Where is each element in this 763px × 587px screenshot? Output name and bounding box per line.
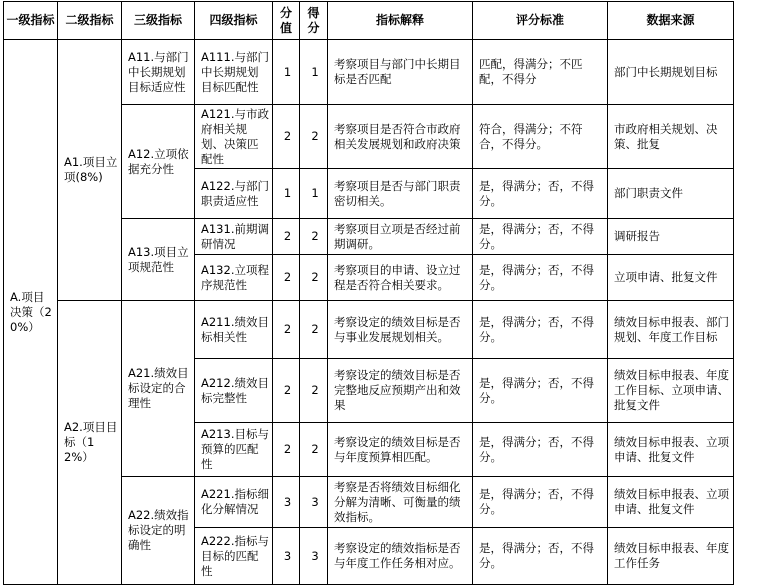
data-source-cell: 市政府相关规划、决策、批复 [608,105,734,169]
data-source-cell: 绩效目标申报表、立项申请、批复文件 [608,423,734,477]
data-source-cell: 立项申请、批复文件 [608,255,734,301]
score-cell: 2 [300,255,328,301]
score-cell: 1 [300,40,328,105]
header-row [4,2,734,40]
criteria-cell: 是，得满分；否，不得分。 [473,423,608,477]
score-cell: 2 [300,423,328,477]
table-row [4,40,734,105]
data-source-cell: 绩效目标申报表、年度工作任务 [608,528,734,585]
explanation-cell: 考察设定的绩效目标是否与年度预算相匹配。 [328,423,473,477]
level3-cell: A13.项目立项规范性 [122,219,195,301]
header-weight: 分值 [273,2,300,40]
level3-cell: A21.绩效目标设定的合理性 [122,301,195,477]
explanation-cell: 考察设定的绩效指标是否与年度工作任务相对应。 [328,528,473,585]
explanation-cell: 考察项目立项是否经过前期调研。 [328,219,473,255]
level4-cell: A121.与市政府相关规划、决策匹配性 [195,105,273,169]
level1-cell: A.项目决策（20%） [4,40,58,585]
weight-cell: 2 [273,219,300,255]
level4-cell: A122.与部门职责适应性 [195,169,273,219]
criteria-cell: 是，得满分；否，不得分。 [473,528,608,585]
score-cell: 2 [300,105,328,169]
weight-cell: 3 [273,528,300,585]
level4-cell: A212.绩效目标完整性 [195,359,273,423]
table-row [4,301,734,359]
criteria-cell: 是，得满分；否，不得分。 [473,359,608,423]
level4-cell: A222.指标与目标的匹配性 [195,528,273,585]
explanation-cell: 考察项目是否符合市政府相关发展规划和政府决策 [328,105,473,169]
weight-cell: 2 [273,423,300,477]
explanation-cell: 考察项目与部门中长期目标是否匹配 [328,40,473,105]
header-criteria: 评分标准 [473,2,608,40]
criteria-cell: 是，得满分；否，不得分。 [473,477,608,528]
level4-cell: A111.与部门中长期规划目标匹配性 [195,40,273,105]
score-cell: 2 [300,359,328,423]
data-source-cell: 部门职责文件 [608,169,734,219]
explanation-cell: 考察项目的申请、设立过程是否符合相关要求。 [328,255,473,301]
header-level3: 三级指标 [122,2,195,40]
data-source-cell: 绩效目标申报表、年度工作目标、立项申请、批复文件 [608,359,734,423]
level2-cell: A1.项目立项(8%) [58,40,122,301]
weight-cell: 2 [273,255,300,301]
score-cell: 2 [300,219,328,255]
explanation-cell: 考察设定的绩效目标是否完整地反应预期产出和效果 [328,359,473,423]
data-source-cell: 部门中长期规划目标 [608,40,734,105]
criteria-cell: 是，得满分；否，不得分。 [473,301,608,359]
weight-cell: 1 [273,169,300,219]
score-cell: 3 [300,477,328,528]
level2-cell: A2.项目目标（12%） [58,301,122,585]
level4-cell: A221.指标细化分解情况 [195,477,273,528]
indicator-table [3,1,734,585]
level4-cell: A132.立项程序规范性 [195,255,273,301]
level3-cell: A12.立项依据充分性 [122,105,195,219]
explanation-cell: 考察项目是否与部门职责密切相关。 [328,169,473,219]
level4-cell: A131.前期调研情况 [195,219,273,255]
level3-cell: A11.与部门中长期规划目标适应性 [122,40,195,105]
header-explanation: 指标解释 [328,2,473,40]
weight-cell: 2 [273,359,300,423]
header-level1: 一级指标 [4,2,58,40]
explanation-cell: 考察是否将绩效目标细化分解为清晰、可衡量的绩效指标。 [328,477,473,528]
criteria-cell: 匹配，得满分；不匹配，不得分 [473,40,608,105]
header-level2: 二级指标 [58,2,122,40]
criteria-cell: 是，得满分；否，不得分。 [473,219,608,255]
criteria-cell: 是，得满分；否，不得分。 [473,169,608,219]
header-score: 得分 [300,2,328,40]
score-cell: 3 [300,528,328,585]
weight-cell: 3 [273,477,300,528]
weight-cell: 1 [273,40,300,105]
level3-cell: A22.绩效指标设定的明确性 [122,477,195,585]
weight-cell: 2 [273,105,300,169]
score-cell: 2 [300,301,328,359]
header-data-source: 数据来源 [608,2,734,40]
level4-cell: A213.目标与预算的匹配性 [195,423,273,477]
level4-cell: A211.绩效目标相关性 [195,301,273,359]
explanation-cell: 考察设定的绩效目标是否与事业发展规划相关。 [328,301,473,359]
score-cell: 1 [300,169,328,219]
header-level4: 四级指标 [195,2,273,40]
data-source-cell: 绩效目标申报表、立项申请、批复文件 [608,477,734,528]
data-source-cell: 绩效目标申报表、部门规划、年度工作目标 [608,301,734,359]
criteria-cell: 符合，得满分；不符合，不得分。 [473,105,608,169]
data-source-cell: 调研报告 [608,219,734,255]
criteria-cell: 是，得满分；否，不得分。 [473,255,608,301]
weight-cell: 2 [273,301,300,359]
